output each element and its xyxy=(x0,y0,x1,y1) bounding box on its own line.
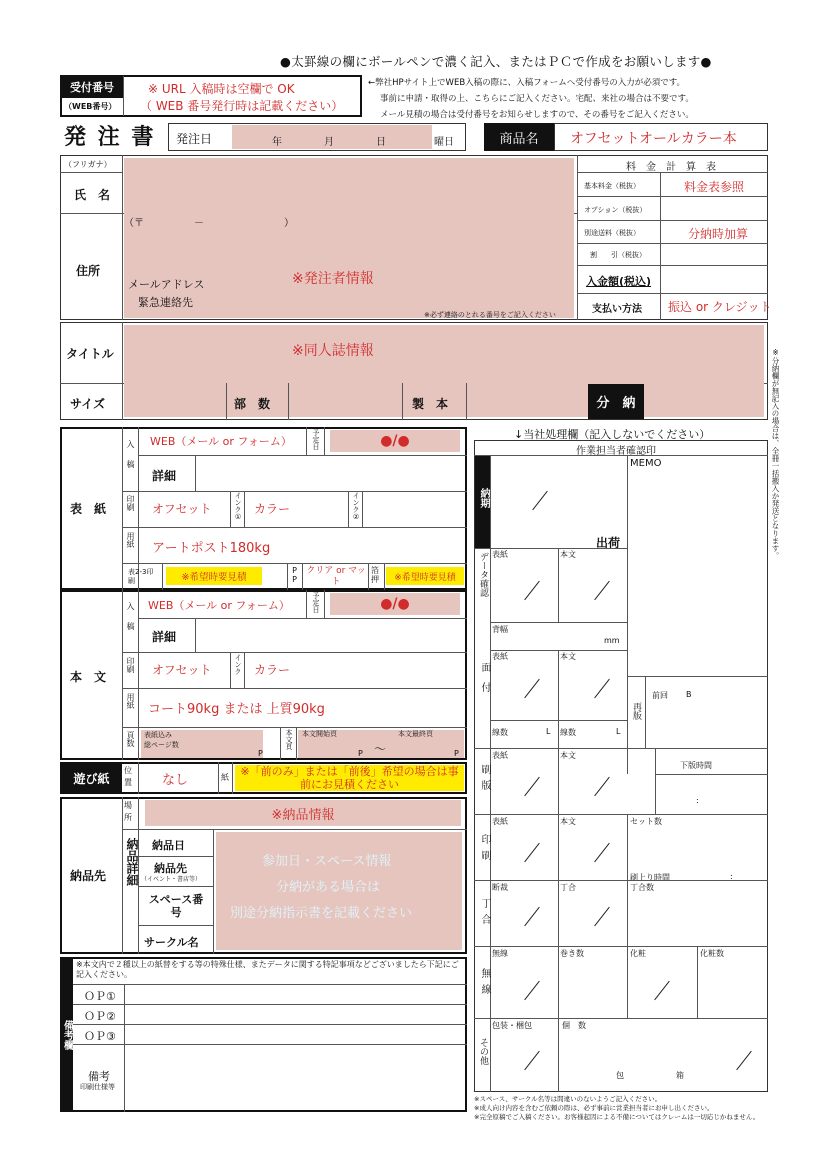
spine-mm: mm xyxy=(604,636,620,645)
body-p2: P xyxy=(358,749,363,758)
makeup-count-label: 化粧数 xyxy=(700,949,724,958)
prev-B: B xyxy=(686,690,692,699)
reception-sub: （WEB番号） xyxy=(64,102,117,111)
asobi-label-text: 遊び紙 xyxy=(73,771,110,786)
cover-ink-value: カラー xyxy=(254,502,291,516)
data-check-label: データ確認 xyxy=(478,552,488,597)
reception-info2: 事前に申請・取得の上、こちらにご記入ください。宅配、来社の場合は不要です。 xyxy=(380,94,694,104)
body-entry-value: WEB（メール or フォーム） xyxy=(148,599,290,612)
data-text-label: 本文 xyxy=(560,550,576,559)
contact-note: ※必ず連絡のとれる番号をご記入ください xyxy=(424,311,556,319)
other-label: その他 xyxy=(478,1038,488,1065)
spread-label: 巻き数 xyxy=(560,949,584,958)
delivery-circle-label: サークル名 xyxy=(144,936,199,949)
total-label: 入金額(税込) xyxy=(586,275,652,288)
cover-est2-text: ※希望時要見積 xyxy=(394,572,456,583)
title-label: タイトル xyxy=(66,347,114,361)
product-label-text: 商品名 xyxy=(499,131,539,147)
delivery-detail-label: 納品詳細 xyxy=(125,838,139,886)
cover-entry-label: 入稿 xyxy=(126,440,135,480)
size-label: サイズ xyxy=(70,397,106,411)
asobi-paper-label: 紙 xyxy=(221,773,229,782)
cut-label: 断裁 xyxy=(492,883,508,892)
emergency-label: 緊急連絡先 xyxy=(138,296,193,309)
ship-label: 出荷 xyxy=(596,536,621,550)
body-tilde: ～ xyxy=(374,742,387,756)
fee-title: 料 金 計 算 表 xyxy=(626,162,716,173)
asobi-pos-label: 位置 xyxy=(124,766,132,787)
imp-cover-label: 表紙 xyxy=(492,652,508,661)
remarks-label xyxy=(61,958,73,1111)
address-label: 住所 xyxy=(76,264,101,278)
cover-p23-label: 表2-3印刷 xyxy=(128,568,154,585)
body-print-value: オフセット xyxy=(152,663,212,677)
body-paper-label: 用紙 xyxy=(126,693,135,709)
delivery-info2: 分納がある場合は xyxy=(276,880,381,895)
biko-label: 備考 xyxy=(88,1070,110,1083)
cover-print-value: オフセット xyxy=(152,502,212,516)
cover-date-field[interactable] xyxy=(330,430,460,452)
remarks-block xyxy=(60,957,467,1112)
fold-count-label: 丁合数 xyxy=(630,883,654,892)
cover-est-text: ※希望時要見積 xyxy=(181,572,247,583)
body-section-label: 本 文 xyxy=(70,670,107,684)
finish-time-label: 刷上り時間 xyxy=(630,873,670,882)
side-note: ※分納欄が無記入の場合は、全冊一括搬入か発送となります。 xyxy=(771,348,780,560)
order-date-label: 発注日 xyxy=(176,132,213,146)
fold-col-label: 丁合 xyxy=(560,883,576,892)
cover-pp-label: PP xyxy=(290,566,299,584)
asobi-value: なし xyxy=(162,773,189,788)
imposition-label: 面付 xyxy=(479,662,490,702)
finish-time-colon: : xyxy=(730,872,733,881)
customer-note: ※発注者情報 xyxy=(292,271,374,287)
top-note: ●太罫線の欄にボールペンで濃く記入、またはＰＣで作成をお願いします● xyxy=(280,54,712,69)
day-text: 日 xyxy=(376,137,386,148)
body-total-pages-label: 総ページ数 xyxy=(144,741,179,749)
imp-lines1: 線数 xyxy=(492,728,508,737)
cover-ink2-label: インク② xyxy=(352,492,360,521)
book-note: ※同人誌情報 xyxy=(292,343,374,359)
month-text: 月 xyxy=(324,137,334,148)
fee-row-basic-value: 料金表参照 xyxy=(684,180,745,194)
reception-note1: ※ URL 入稿時は空欄で OK xyxy=(148,82,295,96)
footer-note1: ※スペース、サークル名等は間違いのないようご記入ください。 xyxy=(474,1095,662,1103)
data-cover-label: 表紙 xyxy=(492,550,508,559)
press-label: 印刷 xyxy=(479,834,490,866)
reception-info1: ←弊社HPサイト上でWEB入稿の際に、入稿フォームへ受付番号の入力が必須です。 xyxy=(368,78,686,88)
furigana-label: （フリガナ） xyxy=(64,160,112,169)
postal-text: （〒 － ） xyxy=(124,218,294,229)
asobi-label xyxy=(61,763,122,793)
spine-label: 背幅 xyxy=(492,625,508,634)
biko-sub: 印刷仕様等 xyxy=(80,1083,115,1091)
delivery-note: ※納品情報 xyxy=(271,807,335,823)
cover-sched-label: 予定日 xyxy=(312,429,320,450)
cover-date-mark: ●/● xyxy=(380,433,410,449)
body-last-label: 本文最終頁 xyxy=(398,730,433,738)
delivery-place-label: 場所 xyxy=(124,801,132,822)
cover-entry-value: WEB（メール or フォーム） xyxy=(150,435,292,448)
weekday-text: 曜日 xyxy=(434,137,454,148)
body-paper-value: コート90kg または 上質90kg xyxy=(148,702,325,717)
cover-ink1-label: インク① xyxy=(234,492,242,521)
plate-cover-label: 表紙 xyxy=(492,751,508,760)
pack-label: 包装・梱包 xyxy=(492,1021,532,1030)
bind-label: 無線 xyxy=(479,968,490,1000)
imp-text-label: 本文 xyxy=(560,652,576,661)
bind-col-label: 無線 xyxy=(492,949,508,958)
prev-label: 前回 xyxy=(652,691,668,700)
set-count-label: セット数 xyxy=(630,817,662,826)
press-text-label: 本文 xyxy=(560,817,576,826)
cover-paper-value: アートポスト180kg xyxy=(152,541,271,556)
body-date-field[interactable] xyxy=(330,593,460,615)
count-label: 個 数 xyxy=(562,1021,586,1030)
body-p3: P xyxy=(454,749,459,758)
fee-row-option-label: オプション（税抜） xyxy=(584,206,647,214)
office-sub: 作業担当者確認印 xyxy=(576,446,656,457)
delivery-date-label: 納品日 xyxy=(152,839,185,852)
makeup-label: 化粧 xyxy=(630,949,646,958)
body-start-label: 本文開始頁 xyxy=(302,730,337,738)
remarks-note: ※本文内で２種以上の紙替をする等の特殊仕様、またデータに関する特記事項などございましたら下記にご記入ください。 xyxy=(76,960,459,979)
pack-unit: 包 xyxy=(616,1071,624,1080)
reception-note2: （ WEB 番号発行時は記載ください） xyxy=(140,99,344,113)
split-label xyxy=(588,384,644,419)
imp-L1: L xyxy=(546,727,551,736)
footer-note2: ※成人向け内容を含むご依頼の際は、必ず事前に営業担当者にお申し出ください。 xyxy=(474,1104,714,1112)
cover-paper-label: 用紙 xyxy=(126,532,135,548)
fee-row-shipping-value: 分納時加算 xyxy=(688,227,749,241)
delivery-info3: 別途分納指示書を記載ください xyxy=(230,906,413,921)
page-title: 発 注 書 xyxy=(64,125,156,150)
op1-label: ＯＰ① xyxy=(84,990,116,1003)
body-date-mark: ●/● xyxy=(380,596,410,612)
deadline-label: 納期 xyxy=(478,488,489,508)
remarks-label-text: 備考欄 xyxy=(61,1019,73,1050)
office-heading: ↓当社処理欄（記入しないでください） xyxy=(514,428,711,441)
plate-time-label: 下版時間 xyxy=(680,761,712,770)
cover-print-label: 印刷 xyxy=(126,495,135,511)
product-label xyxy=(484,123,554,151)
delivery-space-label: スペース番号 xyxy=(148,893,204,919)
name-label: 氏 名 xyxy=(74,188,111,202)
cover-est2 xyxy=(386,567,464,585)
cover-est xyxy=(166,567,262,585)
delivery-dest-sub: （イベント・書店等） xyxy=(141,876,202,883)
payment-value: 振込 or クレジット xyxy=(668,300,772,314)
reception-info3: メール見積の場合は受付番号をお知らせしますので、その番号をご記入ください。 xyxy=(380,110,694,120)
body-print-label: 印刷 xyxy=(126,657,135,673)
plate-time-colon: : xyxy=(696,796,699,805)
body-text-pages-label: 本文頁 xyxy=(285,729,293,750)
body-entry-label: 入稿 xyxy=(126,602,135,642)
body-pages-label: 頁数 xyxy=(126,731,135,747)
binding-label: 製 本 xyxy=(412,397,449,411)
delivery-dest-label: 納品先 xyxy=(154,862,187,875)
email-label: メールアドレス xyxy=(128,278,205,291)
year-text: 年 xyxy=(272,137,282,148)
body-sched-label: 予定日 xyxy=(312,592,320,613)
cover-detail-label: 詳細 xyxy=(152,469,177,483)
body-detail-label: 詳細 xyxy=(152,630,177,644)
split-label-text: 分 納 xyxy=(596,396,636,411)
delivery-place-field[interactable] xyxy=(145,800,461,826)
product-value: オフセットオールカラー本 xyxy=(570,131,737,147)
press-cover-label: 表紙 xyxy=(492,817,508,826)
fee-row-discount-label: 割 引（税抜） xyxy=(590,251,646,259)
imp-L2: L xyxy=(616,727,621,736)
plate-text-label: 本文 xyxy=(560,751,576,760)
cover-section-label: 表 紙 xyxy=(70,502,107,516)
op2-label: ＯＰ② xyxy=(84,1010,116,1023)
imp-lines2: 線数 xyxy=(560,728,576,737)
body-ink-label: インク xyxy=(234,654,242,675)
fee-row-shipping-label: 別途送料（税抜） xyxy=(584,229,640,237)
box-unit: 箱 xyxy=(676,1071,684,1080)
memo-label: MEMO xyxy=(630,458,662,469)
op3-label: ＯＰ③ xyxy=(84,1030,116,1043)
office-block xyxy=(474,440,768,1092)
body-p1: P xyxy=(258,749,263,758)
cover-foil-label: 箔押 xyxy=(371,566,379,584)
body-ink-value: カラー xyxy=(254,663,291,677)
footer-note3: ※完全原稿でご入稿ください。お客様起因による不備についてはクレームは一切応じかねません。 xyxy=(474,1113,760,1121)
delivery-info1: 参加日・スペース情報 xyxy=(262,854,392,869)
cover-pp-options: クリア or マット xyxy=(306,566,366,587)
fold-label: 丁合 xyxy=(479,898,490,930)
delivery-label: 納品先 xyxy=(70,869,107,883)
reception-label xyxy=(61,76,123,98)
fee-row-basic-label: 基本料金（税抜） xyxy=(584,182,640,190)
reception-label-text: 受付番号 xyxy=(70,81,114,94)
reprint-label: 再版 xyxy=(631,702,641,720)
payment-label: 支払い方法 xyxy=(592,304,642,315)
copies-label: 部 数 xyxy=(234,397,271,411)
asobi-note: ※「前のみ」または「前後」希望の場合は事前にお見積ください xyxy=(240,765,459,791)
plate-label: 刷版 xyxy=(479,764,490,796)
body-incl-label: 表紙込み xyxy=(144,731,172,739)
